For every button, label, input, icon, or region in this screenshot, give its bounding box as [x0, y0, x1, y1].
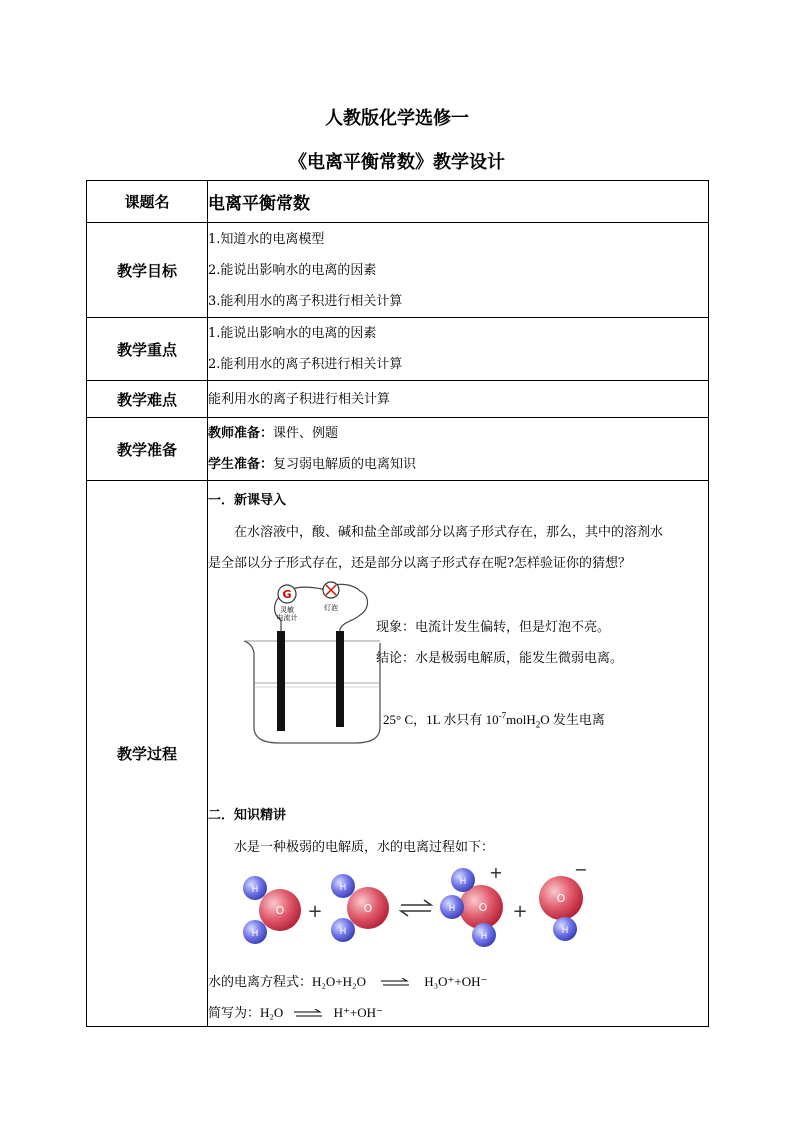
label-goals: 教学目标 — [87, 223, 208, 318]
simplified-equation: 简写为：H₂O H⁺+OH⁻ — [208, 1005, 383, 1021]
section1-paragraph-line1: 在水溶液中，酸、碱和盐全部或部分以离子形式存在，那么，其中的溶剂水 — [234, 525, 664, 540]
section1-paragraph-line2: 是全部以分子形式存在，还是部分以离子形式存在呢?怎样验证你的猜想？ — [208, 556, 631, 571]
equilibrium-arrow-icon — [380, 978, 410, 988]
ionization-equation: 水的电离方程式：H₂O+H₂O H₃O⁺+OH⁻ — [208, 974, 488, 990]
galvanometer-label-2: 电流计 — [276, 614, 298, 622]
svg-text:H: H — [251, 929, 259, 939]
equilibrium-arrows — [401, 900, 431, 916]
value-process — [208, 481, 709, 1027]
conductivity-apparatus-diagram — [236, 577, 386, 762]
row-goals — [87, 223, 709, 318]
galvanometer-symbol: G — [282, 588, 292, 601]
cation-charge: + — [489, 865, 503, 882]
svg-text:H: H — [251, 885, 259, 895]
svg-text:H: H — [459, 877, 467, 887]
svg-text:H: H — [480, 932, 488, 942]
equilibrium-arrow-icon — [293, 1009, 323, 1019]
plus-sign: + — [307, 901, 323, 922]
value-goals — [208, 223, 709, 318]
hydroxide-ion — [539, 865, 588, 941]
label-preparation: 教学准备 — [87, 418, 208, 481]
row-key-points — [87, 318, 709, 381]
lesson-plan-table — [86, 180, 709, 1027]
section1-heading: 一．新课导入 — [208, 493, 287, 508]
document-subtitle: 《电离平衡常数》教学设计 — [289, 152, 505, 173]
label-subject: 课题名 — [87, 181, 208, 223]
key-point-item: 2.能利用水的离子积进行相关计算 — [208, 357, 403, 372]
water-ionization-model — [228, 865, 598, 953]
svg-text:O: O — [556, 892, 566, 905]
student-preparation-label: 学生准备： — [208, 457, 274, 472]
goal-item: 2.能说出影响水的电离的因素 — [208, 262, 377, 278]
svg-text:H: H — [448, 904, 456, 914]
water-molecule-1 — [243, 876, 301, 944]
label-difficulties: 教学难点 — [87, 381, 208, 418]
goal-item: 3.能利用水的离子积进行相关计算 — [208, 293, 403, 309]
svg-text:O: O — [363, 902, 373, 915]
row-process — [87, 481, 709, 1027]
value-preparation — [208, 418, 709, 481]
anion-charge: − — [574, 865, 588, 879]
teacher-preparation-value: 课件、例题 — [273, 426, 339, 441]
electrode-right — [336, 631, 344, 727]
label-key-points: 教学重点 — [87, 318, 208, 381]
difficulty-item: 能利用水的离子积进行相关计算 — [208, 391, 391, 407]
student-preparation-value: 复习弱电解质的电离知识 — [273, 457, 417, 472]
goal-item: 1.知道水的电离模型 — [208, 231, 325, 247]
svg-text:O: O — [478, 901, 488, 914]
section2-intro: 水是一种极弱的电解质，水的电离过程如下： — [234, 840, 495, 855]
value-subject — [208, 181, 709, 223]
row-difficulties — [87, 381, 709, 418]
ionization-fact: 25° C，1L 水只有 $10^{-7}molH_2O$ 发生电离 — [383, 710, 605, 730]
section2-heading: 二．知识精讲 — [208, 808, 287, 823]
galvanometer-label-1: 灵敏 — [280, 606, 294, 614]
teacher-preparation — [208, 418, 708, 449]
row-preparation — [87, 418, 709, 481]
beaker-icon — [244, 641, 380, 743]
teacher-preparation-label: 教师准备： — [208, 426, 274, 441]
phenomenon-text: 现象：电流计发生偏转，但是灯泡不亮。 — [376, 620, 611, 635]
plus-sign: + — [512, 901, 528, 922]
svg-text:H: H — [339, 883, 347, 893]
student-preparation — [208, 449, 708, 480]
value-key-points — [208, 318, 709, 381]
svg-text:H: H — [339, 927, 347, 937]
label-process: 教学过程 — [87, 481, 208, 1027]
document-title: 人教版化学选修一 — [325, 108, 469, 129]
subject-title: 电离平衡常数 — [208, 194, 310, 214]
svg-text:O: O — [275, 904, 285, 917]
bulb-label: 灯泡 — [324, 604, 338, 612]
key-point-item: 1.能说出影响水的电离的因素 — [208, 326, 377, 341]
hydronium-ion — [440, 865, 503, 947]
water-molecule-2 — [331, 874, 389, 942]
value-difficulties — [208, 381, 709, 418]
electrode-left — [277, 631, 285, 731]
row-subject — [87, 181, 709, 223]
svg-text:H: H — [561, 926, 569, 936]
conclusion-text: 结论：水是极弱电解质，能发生微弱电离。 — [376, 651, 624, 666]
